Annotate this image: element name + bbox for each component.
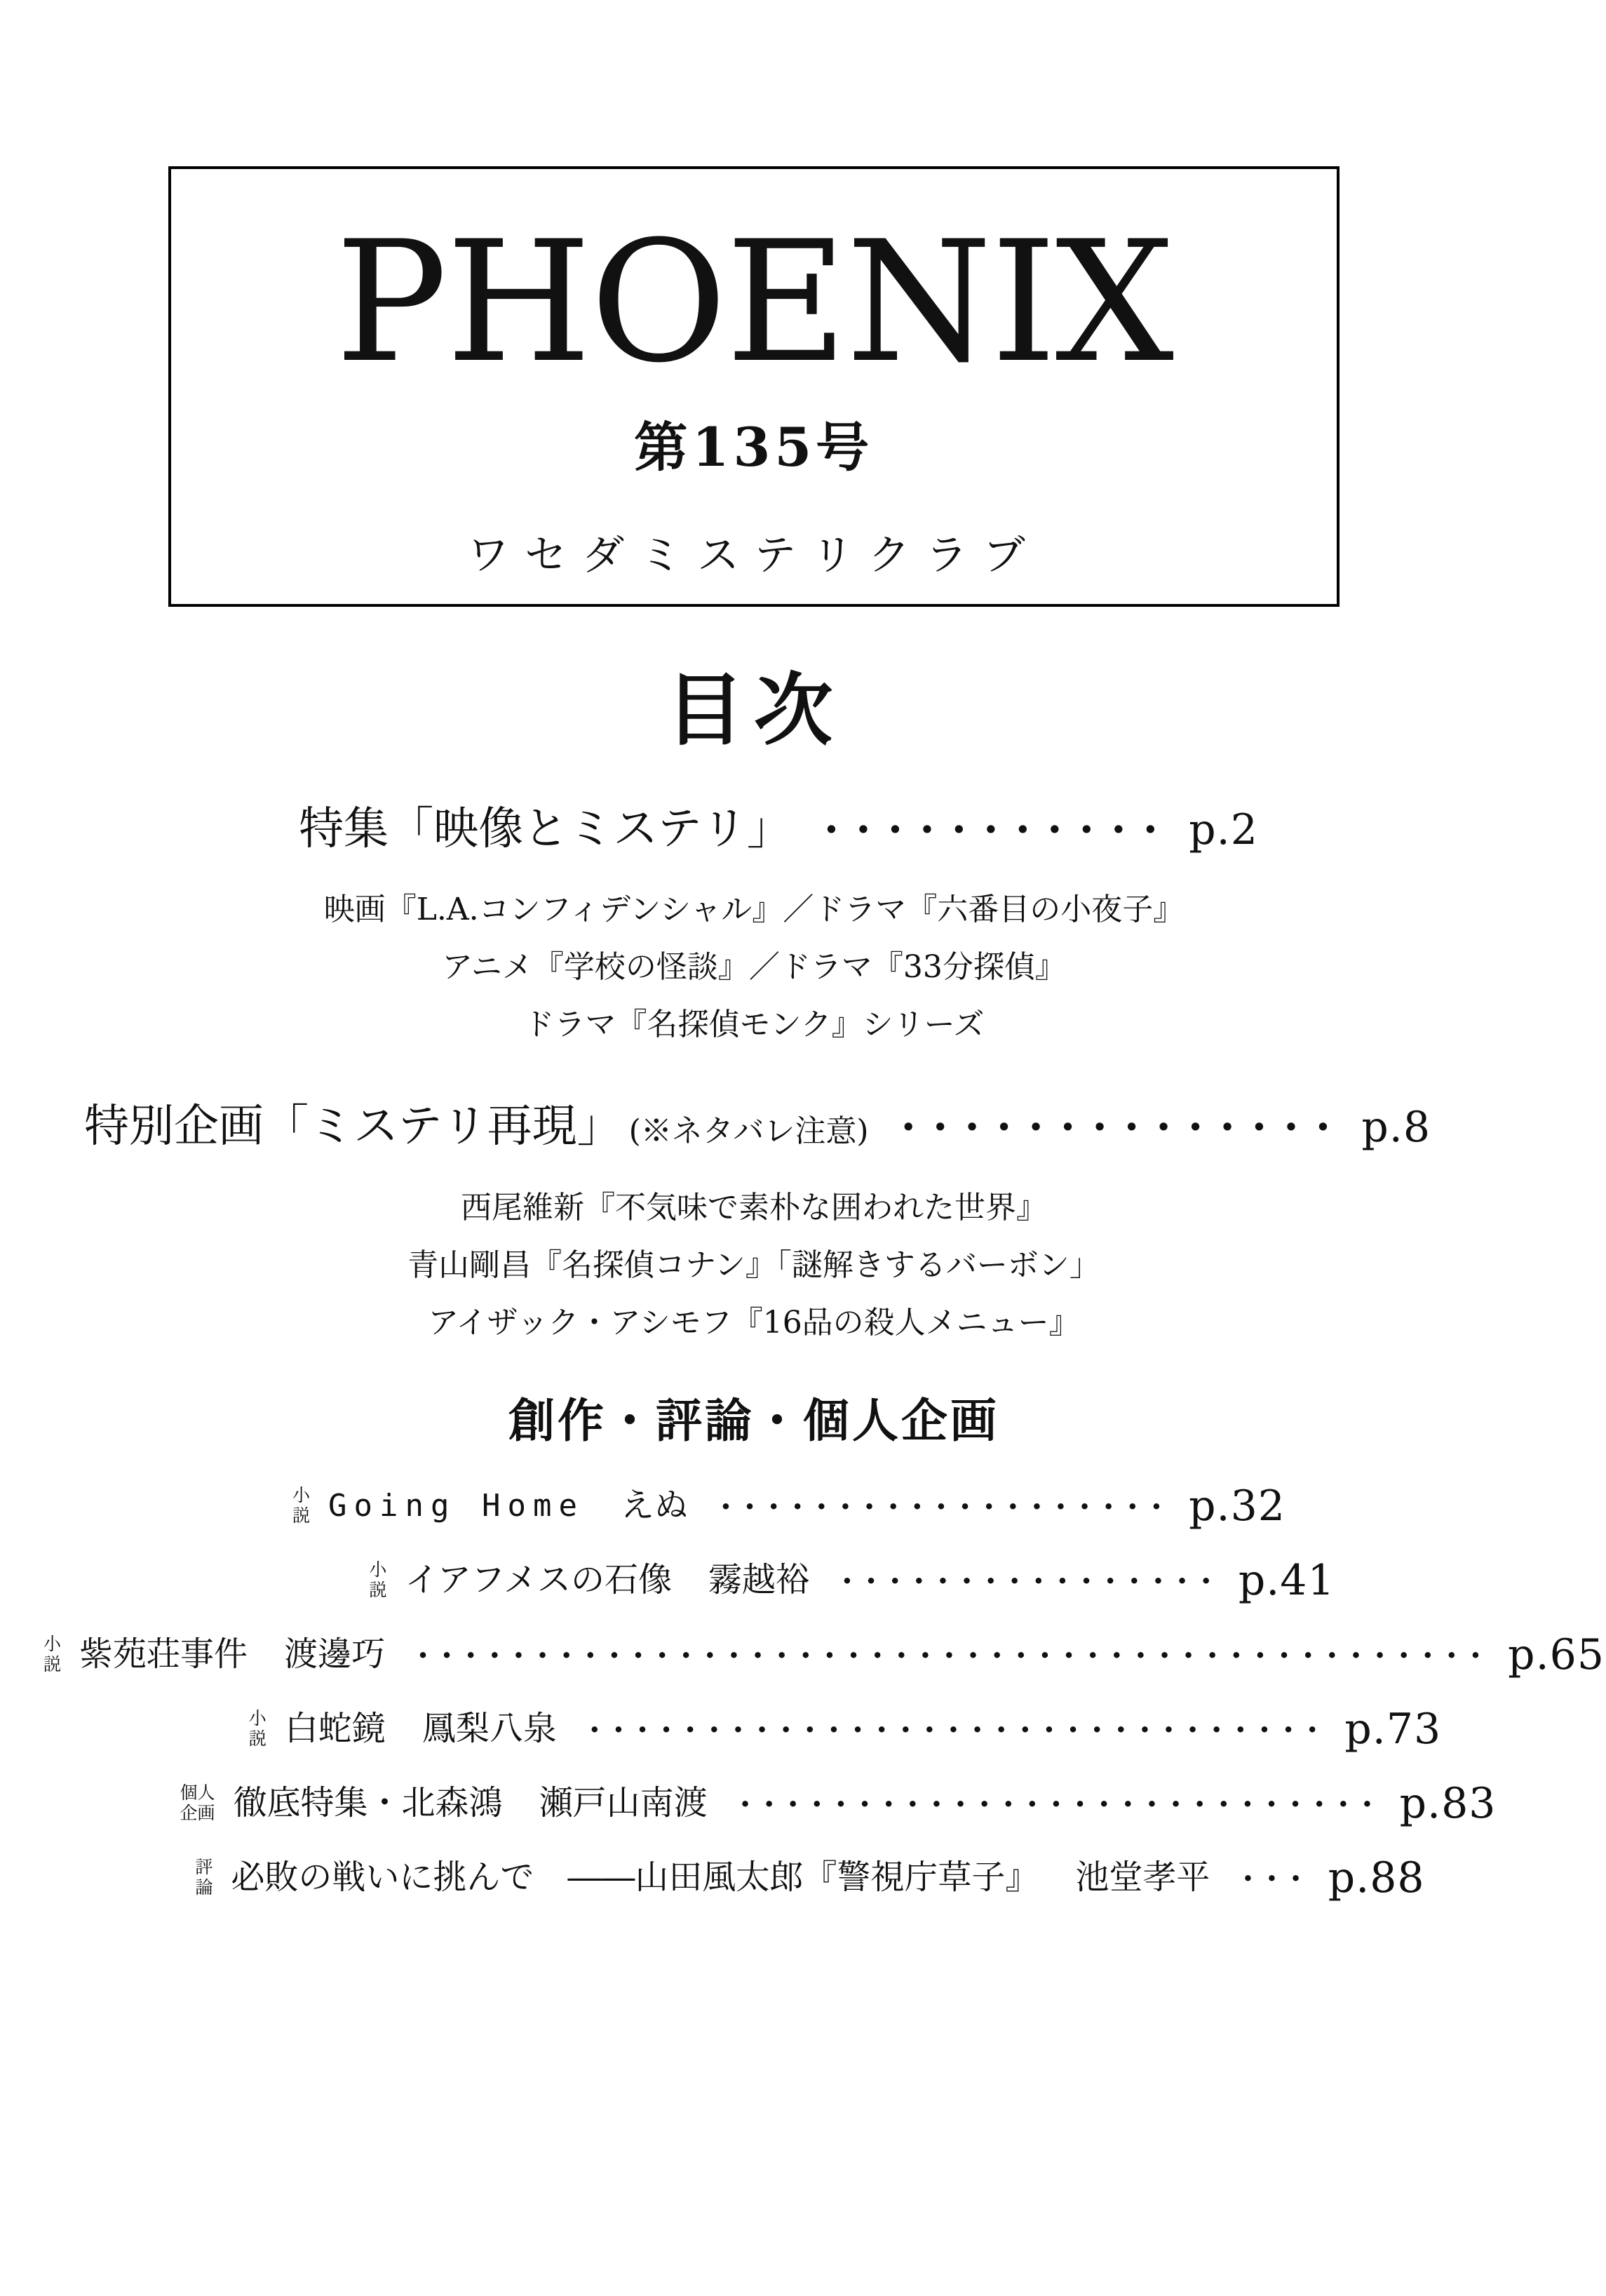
club-name: ワセダミステリクラブ <box>467 531 1041 580</box>
toc-entry-work <box>84 1780 1592 1827</box>
category-label <box>43 1634 61 1675</box>
category-label <box>249 1709 266 1750</box>
work-title: 必敗の戦いに挑んで ――山田風太郎『警視庁草子』 <box>231 1858 1039 1898</box>
work-author: 瀬戸山南渡 <box>539 1783 708 1823</box>
category-label <box>292 1486 310 1526</box>
leader-dots: ··························· <box>739 1784 1386 1822</box>
special-subline: 青山剛昌『名探偵コナン』「謎解きするバーボン」 <box>407 1247 1100 1283</box>
toc-entry-special <box>4 1102 1511 1151</box>
leader-dots: ············································· <box>417 1635 1494 1674</box>
page-number: p.2 <box>1189 805 1258 854</box>
category-label <box>369 1560 386 1601</box>
issue-number: 第135号 <box>634 416 874 478</box>
page-number: p.73 <box>1344 1704 1442 1754</box>
category-line: 小 <box>369 1559 387 1580</box>
toc-page <box>0 166 1605 2296</box>
category-line: 説 <box>292 1505 311 1526</box>
feature-subline: 映画『L.A.コンフィデンシャル』／ドラマ『六番目の小夜子』 <box>323 892 1185 928</box>
toc-entry-feature <box>25 805 1532 854</box>
work-title: 白蛇鏡 <box>284 1709 386 1749</box>
toc-entry-work <box>91 1706 1599 1752</box>
leader-dots: ··· <box>1242 1858 1314 1897</box>
leader-dots: ·············· <box>900 1102 1348 1153</box>
feature-subline: ドラマ『名探偵モンク』シリーズ <box>523 1007 985 1043</box>
category-line: 小 <box>292 1485 311 1506</box>
leader-dots: ··········· <box>823 805 1175 854</box>
work-author: えぬ <box>620 1486 688 1526</box>
category-label <box>180 1783 215 1824</box>
special-subline: 西尾維新『不気味で素朴な囲われた世界』 <box>461 1189 1047 1226</box>
toc-entry-work <box>98 1557 1606 1604</box>
category-label <box>195 1858 212 1898</box>
toc-entry-work <box>35 1483 1543 1529</box>
magazine-title: PHOENIX <box>335 206 1173 400</box>
work-title: 徹底特集・北森鴻 <box>233 1783 503 1823</box>
page-number: p.32 <box>1189 1481 1286 1531</box>
work-title: イアフメスの石像 <box>405 1560 672 1600</box>
section-title: 特集「映像とミステリ」 <box>299 803 792 855</box>
special-subline: アイザック・アシモフ『16品の殺人メニュー』 <box>428 1304 1080 1341</box>
work-title: Going Home <box>328 1487 584 1524</box>
work-author: 渡邊巧 <box>284 1634 386 1674</box>
page-number: p.8 <box>1361 1103 1431 1153</box>
leader-dots: ······························· <box>588 1710 1331 1748</box>
category-line: 説 <box>369 1579 387 1600</box>
page-number: p.41 <box>1238 1555 1335 1605</box>
spoiler-note: (※ネタバレ注意) <box>628 1113 869 1150</box>
category-line: 説 <box>248 1728 266 1749</box>
category-line: 小 <box>43 1634 62 1655</box>
work-author: 池堂孝平 <box>1075 1858 1210 1898</box>
cover-box <box>168 166 1340 607</box>
work-author: 鳳梨八泉 <box>421 1709 557 1749</box>
category-line: 個人 <box>180 1783 215 1804</box>
feature-subline: アニメ『学校の怪談』／ドラマ『33分探偵』 <box>442 949 1066 986</box>
category-line: 評 <box>195 1857 213 1878</box>
category-line: 論 <box>195 1877 213 1898</box>
page-number: p.88 <box>1328 1853 1425 1902</box>
category-line: 企画 <box>180 1802 215 1823</box>
toc-heading: 目次 <box>666 664 842 756</box>
toc-entry-work <box>56 1855 1564 1901</box>
leader-dots: ················ <box>842 1561 1224 1599</box>
toc-entry-work <box>43 1630 1605 1679</box>
page-number: p.65 <box>1508 1630 1605 1679</box>
work-title: 紫苑荘事件 <box>79 1634 248 1674</box>
category-line: 小 <box>248 1708 266 1729</box>
works-heading: 創作・評論・個人企画 <box>508 1392 999 1448</box>
page-number: p.83 <box>1399 1778 1497 1828</box>
category-line: 説 <box>43 1653 62 1674</box>
leader-dots: ··················· <box>720 1486 1175 1525</box>
work-author: 霧越裕 <box>708 1560 810 1600</box>
section-title: 特別企画「ミステリ再現」 <box>83 1101 622 1153</box>
